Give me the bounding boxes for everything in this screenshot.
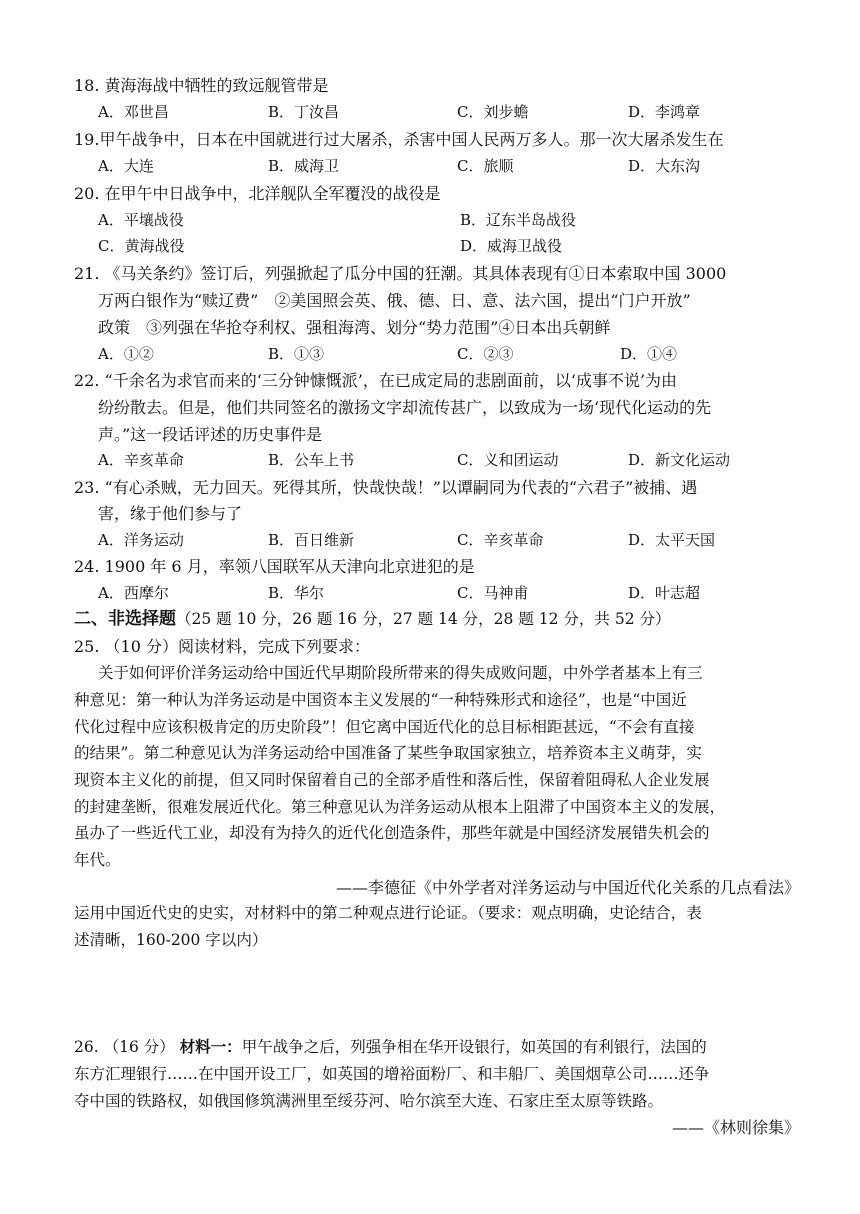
- question-20-stem: 20. 在甲午中日战争中，北洋舰队全军覆没的战役是: [74, 184, 441, 203]
- q22-option-b: B．公车上书: [268, 451, 355, 469]
- q25-material-line-6: 的封建垄断，很难发展近代化。第三种意见认为洋务运动从根本上阻滞了中国资本主义的发展，: [74, 798, 726, 816]
- q19-option-c: C．旅顺: [457, 157, 514, 175]
- q23-option-a: A．洋务运动: [98, 531, 184, 549]
- q22-option-c: C．义和团运动: [457, 451, 559, 469]
- q19-option-d: D．大东沟: [628, 157, 701, 175]
- question-20-options-row1: [98, 207, 798, 233]
- q22-option-d: D．新文化运动: [628, 451, 731, 469]
- q26-prefix: 26. （16 分）: [74, 1038, 175, 1056]
- question-19-options: [98, 153, 798, 179]
- section-2-heading: [74, 606, 671, 633]
- question-22-line-2: 纷纷散去。但是，他们共同签名的激扬文字却流传甚广，以致成为一场‘现代化运动的先: [98, 398, 712, 417]
- q25-material-line-1: 关于如何评价洋务运动给中国近代早期阶段所带来的得失成败问题，中外学者基本上有三: [98, 664, 703, 682]
- q20-option-a: A．平壤战役: [98, 211, 184, 229]
- question-24-stem: 24. 1900 年 6 月，率领八国联军从天津向北京进犯的是: [74, 557, 475, 576]
- q25-source: ——李德征《中外学者对洋务运动与中国近代化关系的几点看法》: [335, 878, 800, 897]
- q25-material-line-7: 虽办了一些近代工业，却没有为持久的近代化创造条件，那些年就是中国经济发展错失机会的: [74, 824, 710, 842]
- question-23-line-2: 害，缘于他们参与了: [98, 504, 243, 523]
- q24-option-b: B．华尔: [268, 584, 325, 602]
- q25-material-line-5: 现资本主义化的前提，但又同时保留着自己的全部矛盾性和落后性，保留着阻碍私人企业发展: [74, 771, 710, 789]
- section-2-title: 二、非选择题: [74, 609, 176, 629]
- q25-material-line-8: 年代。: [74, 851, 121, 869]
- question-21-line-3: 政策 ③列强在华抢夺利权、强租海湾、划分“势力范围”④日本出兵朝鲜: [98, 318, 611, 337]
- q19-option-a: A．大连: [98, 157, 154, 175]
- question-26-line-3: 夺中国的铁路权，如俄国修筑满洲里至绥芬河、哈尔滨至大连、石家庄至太原等铁路。: [74, 1092, 664, 1110]
- q21-option-d: D．①④: [620, 345, 678, 363]
- q25-material-line-3: 代化过程中应该积极肯定的历史阶段”！但它离中国近代化的总目标相距甚远，“不会有直接: [74, 718, 695, 736]
- q24-option-a: A．西摩尔: [98, 584, 169, 602]
- question-20-options-row2: [98, 233, 798, 259]
- q18-option-a: A．邓世昌: [98, 103, 169, 121]
- q26-source: ——《林则徐集》: [671, 1118, 800, 1137]
- q21-option-b: B．①③: [268, 345, 325, 363]
- q25-task-line-1: 运用中国近代史的史实，对材料中的第二种观点进行论证。（要求：观点明确，史论结合，表: [74, 904, 702, 922]
- q22-option-a: A．辛亥革命: [98, 451, 184, 469]
- question-26-line-1: [74, 1034, 707, 1061]
- question-23-options: [98, 527, 798, 553]
- question-25-stem: 25. （10 分）阅读材料，完成下列要求：: [74, 637, 370, 656]
- question-21-line-2: 万两白银作为“赎辽费” ②美国照会英、俄、德、日、意、法六国，提出“门户开放”: [98, 291, 691, 310]
- section-2-score-note: （25 题 10 分，26 题 16 分，27 题 14 分，28 题 12 分，共 52 分）: [176, 610, 671, 628]
- q21-option-c: C．②③: [457, 345, 514, 363]
- q21-option-a: A．①②: [98, 345, 154, 363]
- question-22-options: [98, 447, 798, 473]
- q25-material-line-2: 种意见：第一种认为洋务运动是中国资本主义发展的“一种特殊形式和途径”，也是“中国近: [74, 691, 687, 709]
- q18-option-c: C．刘步蟾: [457, 103, 529, 121]
- q19-option-b: B．威海卫: [268, 157, 340, 175]
- question-18-options: [98, 99, 798, 125]
- question-23-line-1: 23. “有心杀贼，无力回天。死得其所，快哉快哉！”以谭嗣同为代表的“六君子”被捕、遇: [74, 478, 698, 497]
- question-22-line-1: 22. “千余名为求官而来的‘三分钟慷慨派’，在已成定局的悲剧面前，以‘成事不说’为由: [74, 371, 678, 390]
- question-18-stem: 18. 黄海海战中牺牲的致远舰管带是: [74, 76, 329, 95]
- q26-text-1: 甲午战争之后，列强争相在华开设银行，如英国的有利银行，法国的: [241, 1038, 707, 1056]
- q18-option-d: D．李鸿章: [628, 103, 701, 121]
- q18-option-b: B．丁汝昌: [268, 103, 340, 121]
- q23-option-d: D．太平天国: [628, 531, 716, 549]
- q26-material-label: 材料一：: [179, 1038, 242, 1056]
- q23-option-b: B．百日维新: [268, 531, 355, 549]
- q20-option-d: D．威海卫战役: [460, 237, 563, 255]
- q20-option-c: C．黄海战役: [98, 237, 185, 255]
- question-21-line-1: 21. 《马关条约》签订后，列强掀起了瓜分中国的狂潮。其具体表现有①日本索取中国 3000: [74, 264, 727, 283]
- q24-option-c: C．马神甫: [457, 584, 529, 602]
- question-26-line-2: 东方汇理银行……在中国开设工厂，如英国的增裕面粉厂、和丰船厂、美国烟草公司……还争: [74, 1065, 710, 1083]
- question-22-line-3: 声。”这一段话评述的历史事件是: [98, 425, 323, 444]
- q24-option-d: D．叶志超: [628, 584, 701, 602]
- q23-option-c: C．辛亥革命: [457, 531, 544, 549]
- question-21-options: [98, 341, 798, 367]
- q25-material-line-4: 的结果”。第二种意见认为洋务运动给中国准备了某些争取国家独立，培养资本主义萌芽，实: [74, 744, 702, 762]
- question-24-options: [98, 580, 798, 606]
- q20-option-b: B．辽东半岛战役: [460, 211, 577, 229]
- q25-task-line-2: 述清晰，160-200 字以内）: [74, 931, 268, 949]
- question-19-stem: 19.甲午战争中，日本在中国就进行过大屠杀，杀害中国人民两万多人。那一次大屠杀发生在: [74, 130, 724, 149]
